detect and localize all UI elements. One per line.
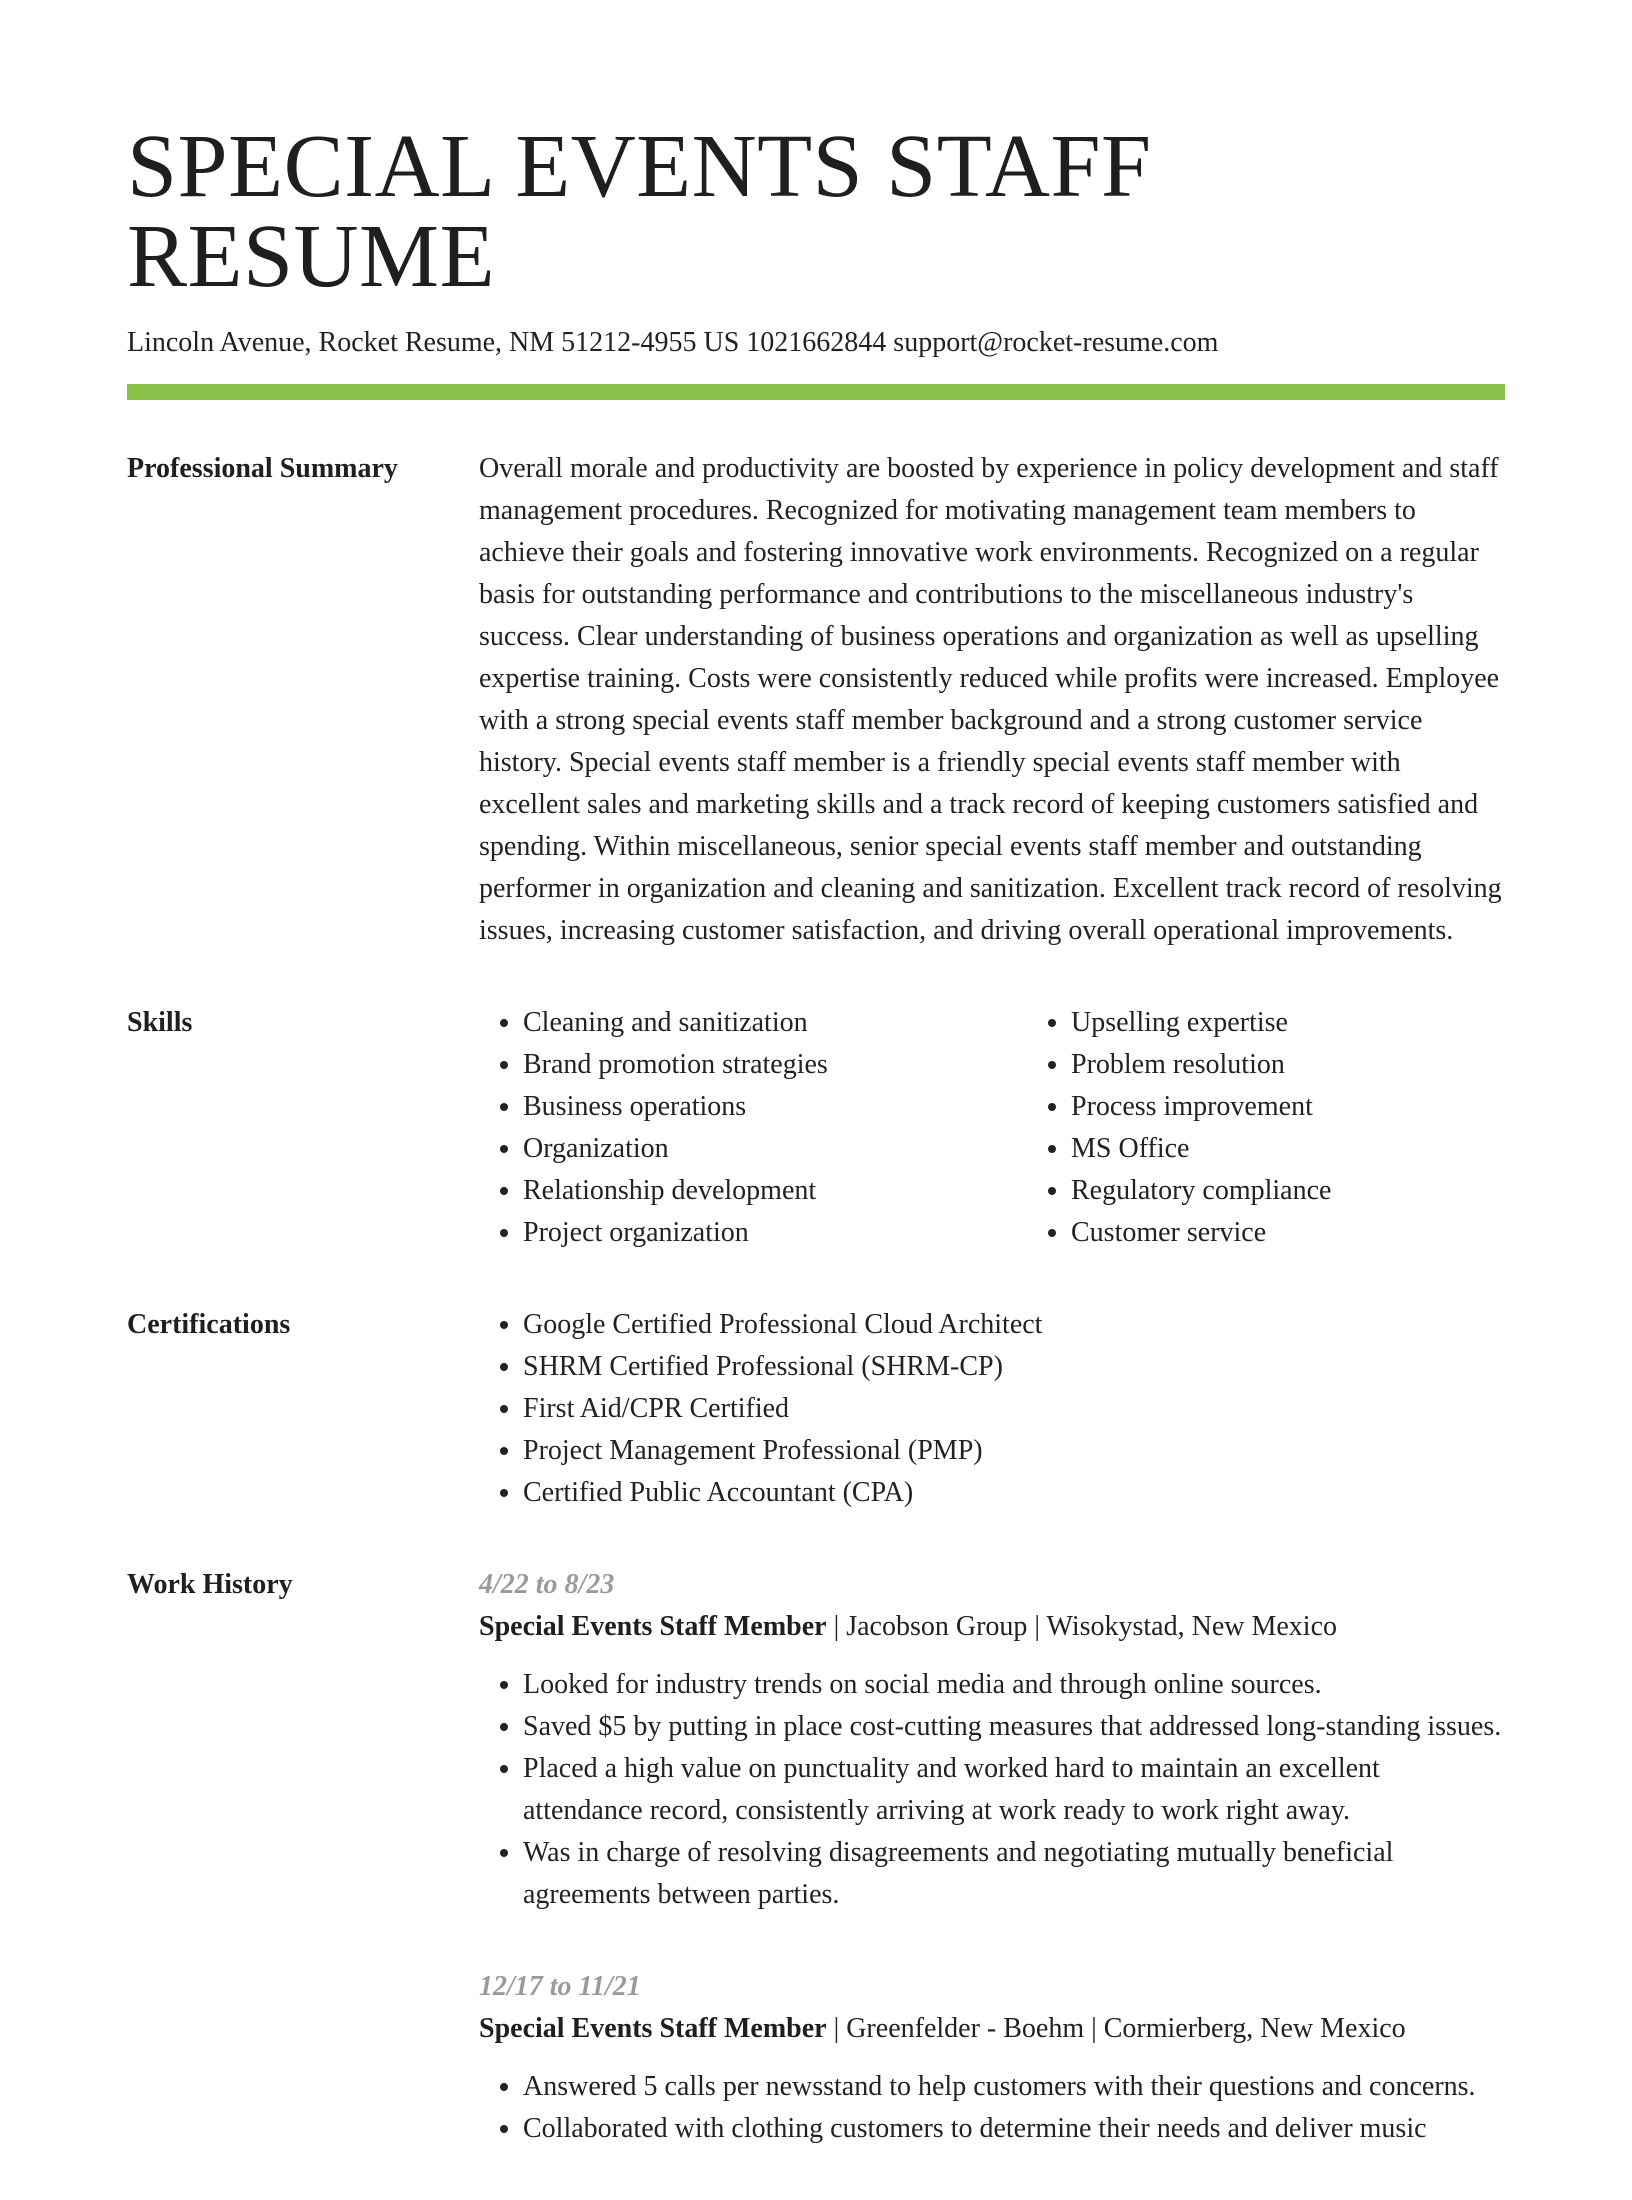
job-details: | Greenfelder - Boehm | Cormierberg, New Mexico	[826, 2012, 1406, 2044]
job-bullet: • Collaborated with clothing customers to determine their needs and deliver music	[523, 2108, 1505, 2150]
job-bullets	[479, 1664, 1505, 1916]
skill-item: • Process improvement	[1071, 1086, 1575, 1128]
job-dates: 4/22 to 8/23	[479, 1568, 615, 1600]
skill-item: • Upselling expertise	[1071, 1002, 1575, 1044]
skills-list-left	[479, 1002, 1027, 1254]
skill-item: • Relationship development	[523, 1170, 1027, 1212]
work-history-heading: Work History	[127, 1568, 293, 1600]
job-title: Special Events Staff Member	[479, 2012, 827, 2044]
resume-title: SPECIAL EVENTS STAFF RESUME	[127, 117, 1152, 306]
accent-divider	[127, 384, 1505, 400]
skill-item: • Customer service	[1071, 1212, 1575, 1254]
job-details: | Jacobson Group | Wisokystad, New Mexico	[826, 1610, 1337, 1642]
work-history-section	[127, 1564, 1505, 2200]
job-bullet: • Answered 5 calls per newsstand to help customers with their questions and concerns.	[523, 2066, 1505, 2108]
summary-section	[127, 448, 1505, 952]
certification-item: • First Aid/CPR Certified	[523, 1388, 1505, 1430]
summary-body	[479, 448, 1505, 952]
skill-item: • Regulatory compliance	[1071, 1170, 1575, 1212]
skills-body	[479, 1002, 1575, 1254]
certification-item: • Google Certified Professional Cloud Architect	[523, 1304, 1505, 1346]
work-history-body	[479, 1564, 1505, 2200]
skill-item: • Brand promotion strategies	[523, 1044, 1027, 1086]
certification-item: • Certified Public Accountant (CPA)	[523, 1472, 1505, 1514]
skill-item: • Business operations	[523, 1086, 1027, 1128]
job-bullet: • Looked for industry trends on social media and through online sources.	[523, 1664, 1505, 1706]
job-bullet: • Placed a high value on punctuality and worked hard to maintain an excellent attendance record, consistently arriving at work ready to work right away.	[523, 1748, 1505, 1832]
skill-item: • Organization	[523, 1128, 1027, 1170]
job-entry	[479, 1966, 1505, 2150]
skill-item: • Project organization	[523, 1212, 1027, 1254]
summary-heading: Professional Summary	[127, 452, 398, 484]
skill-item: • MS Office	[1071, 1128, 1575, 1170]
certifications-body	[479, 1304, 1505, 1514]
certification-item: • Project Management Professional (PMP)	[523, 1430, 1505, 1472]
job-bullet: • Was in charge of resolving disagreements and negotiating mutually beneficial agreements between parties.	[523, 1832, 1505, 1916]
contact-line: Lincoln Avenue, Rocket Resume, NM 51212-4955 US 1021662844 support@rocket-resume.com	[127, 327, 1219, 358]
job-heading	[479, 1606, 1505, 1648]
job-heading	[479, 2008, 1505, 2050]
certifications-list	[479, 1304, 1505, 1514]
job-bullets	[479, 2066, 1505, 2150]
skill-item: • Cleaning and sanitization	[523, 1002, 1027, 1044]
certifications-section	[127, 1304, 1505, 1514]
job-title: Special Events Staff Member	[479, 1610, 827, 1642]
skills-heading: Skills	[127, 1006, 193, 1038]
job-entry	[479, 1564, 1505, 1916]
summary-text: Overall morale and productivity are boosted by experience in policy development and staff management procedures. Recognized for motivating management team members to achieve their goals and fostering innovative work environments. Recognized on a regular basis for outstanding performance and contributions to the miscellaneous industry's success. Clear understanding of business operations and organization as well as upselling expertise training. Costs were consistently reduced while profits were increased. Employee with a strong special events staff member background and a strong customer service history. Special events staff member is a friendly special events staff member with excellent sales and marketing skills and a track record of keeping customers satisfied and spending. Within miscellaneous, senior special events staff member and outstanding performer in organization and cleaning and sanitization. Excellent track record of resolving issues, increasing customer satisfaction, and driving overall operational improvements.	[479, 452, 1502, 946]
skills-list-right	[1027, 1002, 1575, 1254]
skills-section	[127, 1002, 1505, 1254]
job-bullet: • Saved $5 by putting in place cost-cutting measures that addressed long-standing issues.	[523, 1706, 1505, 1748]
job-dates: 12/17 to 11/21	[479, 1970, 641, 2002]
certifications-heading: Certifications	[127, 1308, 291, 1340]
skill-item: • Problem resolution	[1071, 1044, 1575, 1086]
certification-item: • SHRM Certified Professional (SHRM-CP)	[523, 1346, 1505, 1388]
